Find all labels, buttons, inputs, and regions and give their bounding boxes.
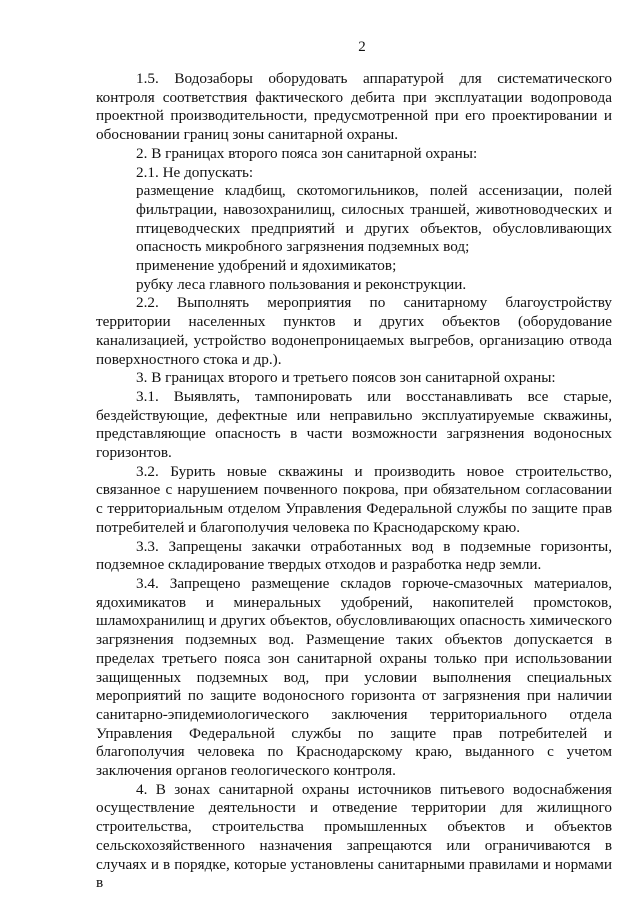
paragraph-3-heading: 3. В границах второго и третьего поясов зон санитарной охраны: [136,369,556,387]
paragraph-2-1-item-logging: рубку леса главного пользования и реконструкции. [136,275,467,293]
paragraph-2-1-item-cemeteries: размещение кладбищ, скотомогильников, полей ассенизации, полей фильтрации, навозохранилищ, силосных траншей, животноводческих и птицеводческих предприятий и других объектов, обусловливающих опасность микробного загрязнения подземных вод; [136,182,612,256]
paragraph-3-2: 3.2. Бурить новые скважины и производить новое строительство, связанное с нарушением почвенного покрова, при обязательном согласовании с территориальным отделом Управления Федеральной службы по защите прав потребителей и благополучия человека по Краснодарскому краю. [96,462,612,536]
paragraph-3-1: 3.1. Выявлять, тампонировать или восстанавливать все старые, бездействующие, дефектные или неправильно эксплуатируемые скважины, представляющие опасность в части возможности загрязнения водоносных горизонтов. [96,387,612,462]
paragraph-2-heading: 2. В границах второго пояса зон санитарной охраны: [136,144,478,162]
paragraph-2-1-heading: 2.1. Не допускать: [136,163,254,181]
paragraph-3-4: 3.4. Запрещено размещение складов горюче-смазочных материалов, ядохимикатов и минеральных удобрений, накопителей промстоков, шламохранилищ и других объектов, обусловливающих опасность химического загрязнения подземных вод. Размещение таких объектов допускается в пределах третьего пояса зон санитарной охраны только при использовании защищенных подземных вод, при условии выполнения специальных мероприятий по защите водоносного горизонта от загрязнения при наличии санитарно-эпидемиологического заключения территориального отдела Управления Федеральной службы по защите прав потребителей и благополучия человека по Краснодарскому краю, выданного с учетом заключения органов геологического контроля. [96,574,612,780]
paragraph-2-2: 2.2. Выполнять мероприятия по санитарному благоустройству территории населенных пунктов и других объектов (оборудование канализацией, устройство водонепроницаемых выгребов, организацию отвода поверхностного стока и др.). [96,294,612,368]
page-number: 2 [358,39,366,55]
paragraph-3-3: 3.3. Запрещены закачки отработанных вод в подземные горизонты, подземное складирование твердых отходов и разработка недр земли. [96,537,612,574]
paragraph-2-1-item-fertilizers: применение удобрений и ядохимикатов; [136,257,397,275]
paragraph-1-5: 1.5. Водозаборы оборудовать аппаратурой для систематического контроля соответствия фактического дебита при эксплуатации водопровода проектной производительности, предусмотренной при его проектировании и обосновании границ зоны санитарной охраны. [96,70,612,144]
paragraph-4: 4. В зонах санитарной охраны источников питьевого водоснабжения осуществление деятельности и отведение территории для жилищного строительства, строительства промышленных объектов и объектов сельскохозяйственного назначения запрещаются или ограничиваются в случаях и в порядке, которые установлены санитарными правилами и нормами в [96,780,612,892]
